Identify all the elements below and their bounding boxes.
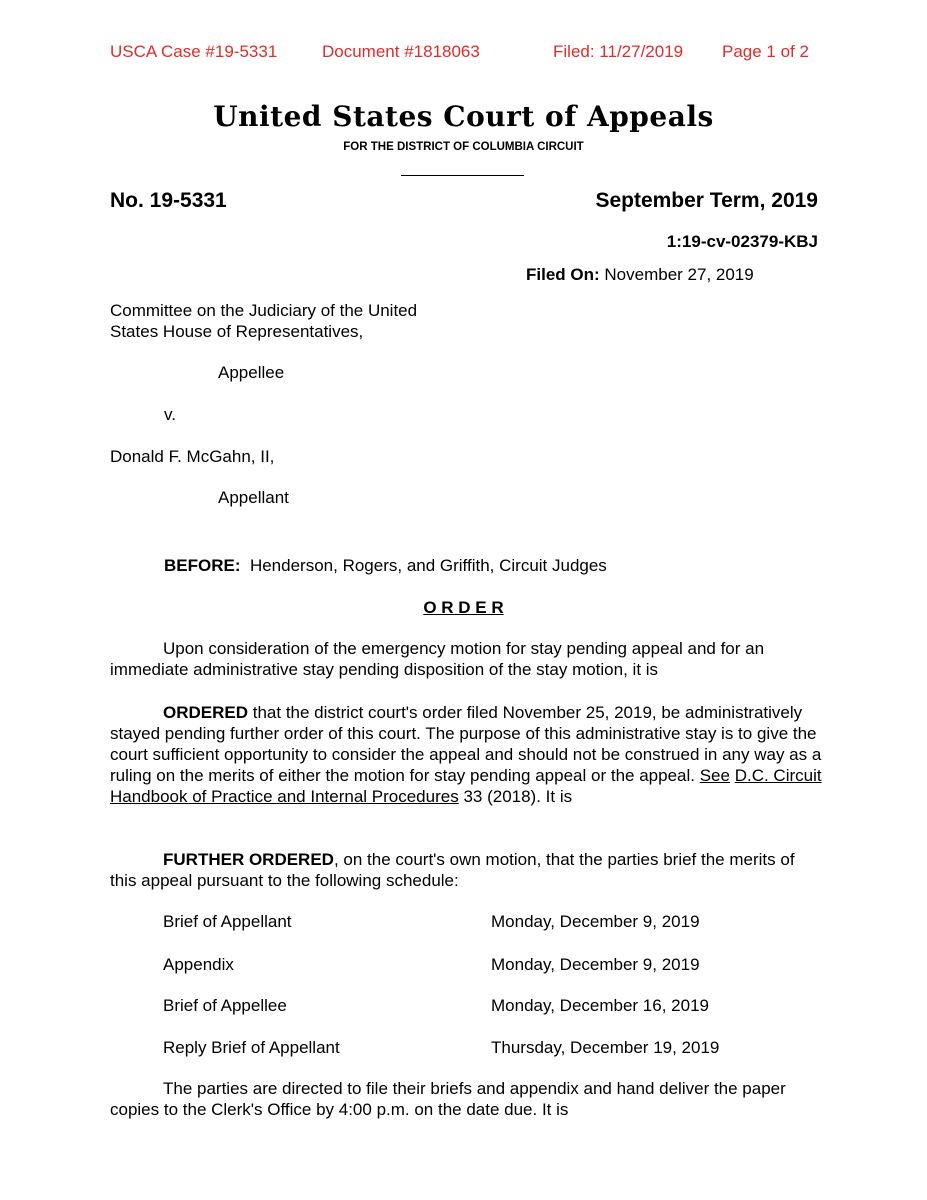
appellee-role: Appellee: [218, 363, 285, 382]
before-label: BEFORE:: [164, 556, 241, 575]
paragraph-filing-instructions: [110, 1078, 822, 1120]
paragraph-further-ordered: [110, 849, 822, 891]
filing-instructions-text: The parties are directed to file their briefs and appendix and hand deliver the paper copies to the Clerk's Office by 4:00 p.m. on the date due. It is: [110, 1079, 786, 1119]
stamp-page-count: Page 1 of 2: [722, 42, 809, 61]
ordered-tail: 33 (2018). It is: [458, 787, 573, 806]
ordered-text: that the district court's order filed November 25, 2019, be administratively stayed pending further order of this court. The purpose of this administrative stay is to give the court sufficient opportunity to consider the appeal and should not be construed in any way as a ruling on the merits of either the motion for stay pending appeal or the appeal.: [110, 703, 822, 785]
see-signal: See: [699, 766, 730, 785]
court-circuit: FOR THE DISTRICT OF COLUMBIA CIRCUIT: [343, 141, 584, 153]
handbook-citation: D.C. Circuit Handbook of Practice and Internal Procedures: [110, 766, 822, 806]
versus: v.: [164, 405, 176, 424]
schedule-item: Brief of Appellant: [163, 912, 292, 931]
schedule-date: Monday, December 16, 2019: [491, 996, 709, 1015]
schedule-item: Brief of Appellee: [163, 996, 287, 1015]
schedule-date: Monday, December 9, 2019: [491, 912, 700, 931]
docket-number: 1:19-cv-02379-KBJ: [666, 232, 818, 251]
schedule-date: Monday, December 9, 2019: [491, 955, 700, 974]
paragraph-consideration: [110, 638, 822, 680]
appellee-name-line-1: Committee on the Judiciary of the United: [110, 301, 418, 320]
appellant-name: Donald F. McGahn, II,: [110, 447, 275, 466]
order-title: O R D E R: [423, 598, 504, 617]
schedule-item: Reply Brief of Appellant: [163, 1038, 340, 1057]
appellant-role: Appellant: [218, 488, 289, 507]
stamp-document-number: Document #1818063: [322, 42, 480, 61]
schedule-item: Appendix: [163, 955, 234, 974]
term: September Term, 2019: [595, 189, 818, 212]
further-ordered-text: , on the court's own motion, that the parties brief the merits of this appeal pursuant to the following schedule:: [110, 850, 795, 890]
stamp-case-number: USCA Case #19-5331: [110, 42, 278, 61]
filed-on-date: November 27, 2019: [604, 265, 754, 284]
stamp-filed-date: Filed: 11/27/2019: [553, 42, 684, 61]
case-number: No. 19-5331: [110, 189, 227, 212]
paragraph-consideration-text: Upon consideration of the emergency motion for stay pending appeal and for an immediate administrative stay pending disposition of the stay motion, it is: [110, 639, 765, 679]
judges-list: Henderson, Rogers, and Griffith, Circuit Judges: [249, 556, 607, 575]
heading-divider: [401, 175, 524, 176]
further-ordered-label: FURTHER ORDERED: [163, 850, 334, 869]
filed-on: [526, 264, 754, 285]
schedule-date: Thursday, December 19, 2019: [491, 1038, 720, 1057]
filed-on-label: Filed On:: [526, 265, 600, 284]
paragraph-ordered: [110, 702, 822, 807]
panel-judges: [164, 555, 607, 576]
appellee-name-line-2: States House of Representatives,: [110, 322, 364, 341]
court-name: United States Court of Appeals: [213, 100, 714, 133]
ordered-label: ORDERED: [163, 703, 249, 722]
